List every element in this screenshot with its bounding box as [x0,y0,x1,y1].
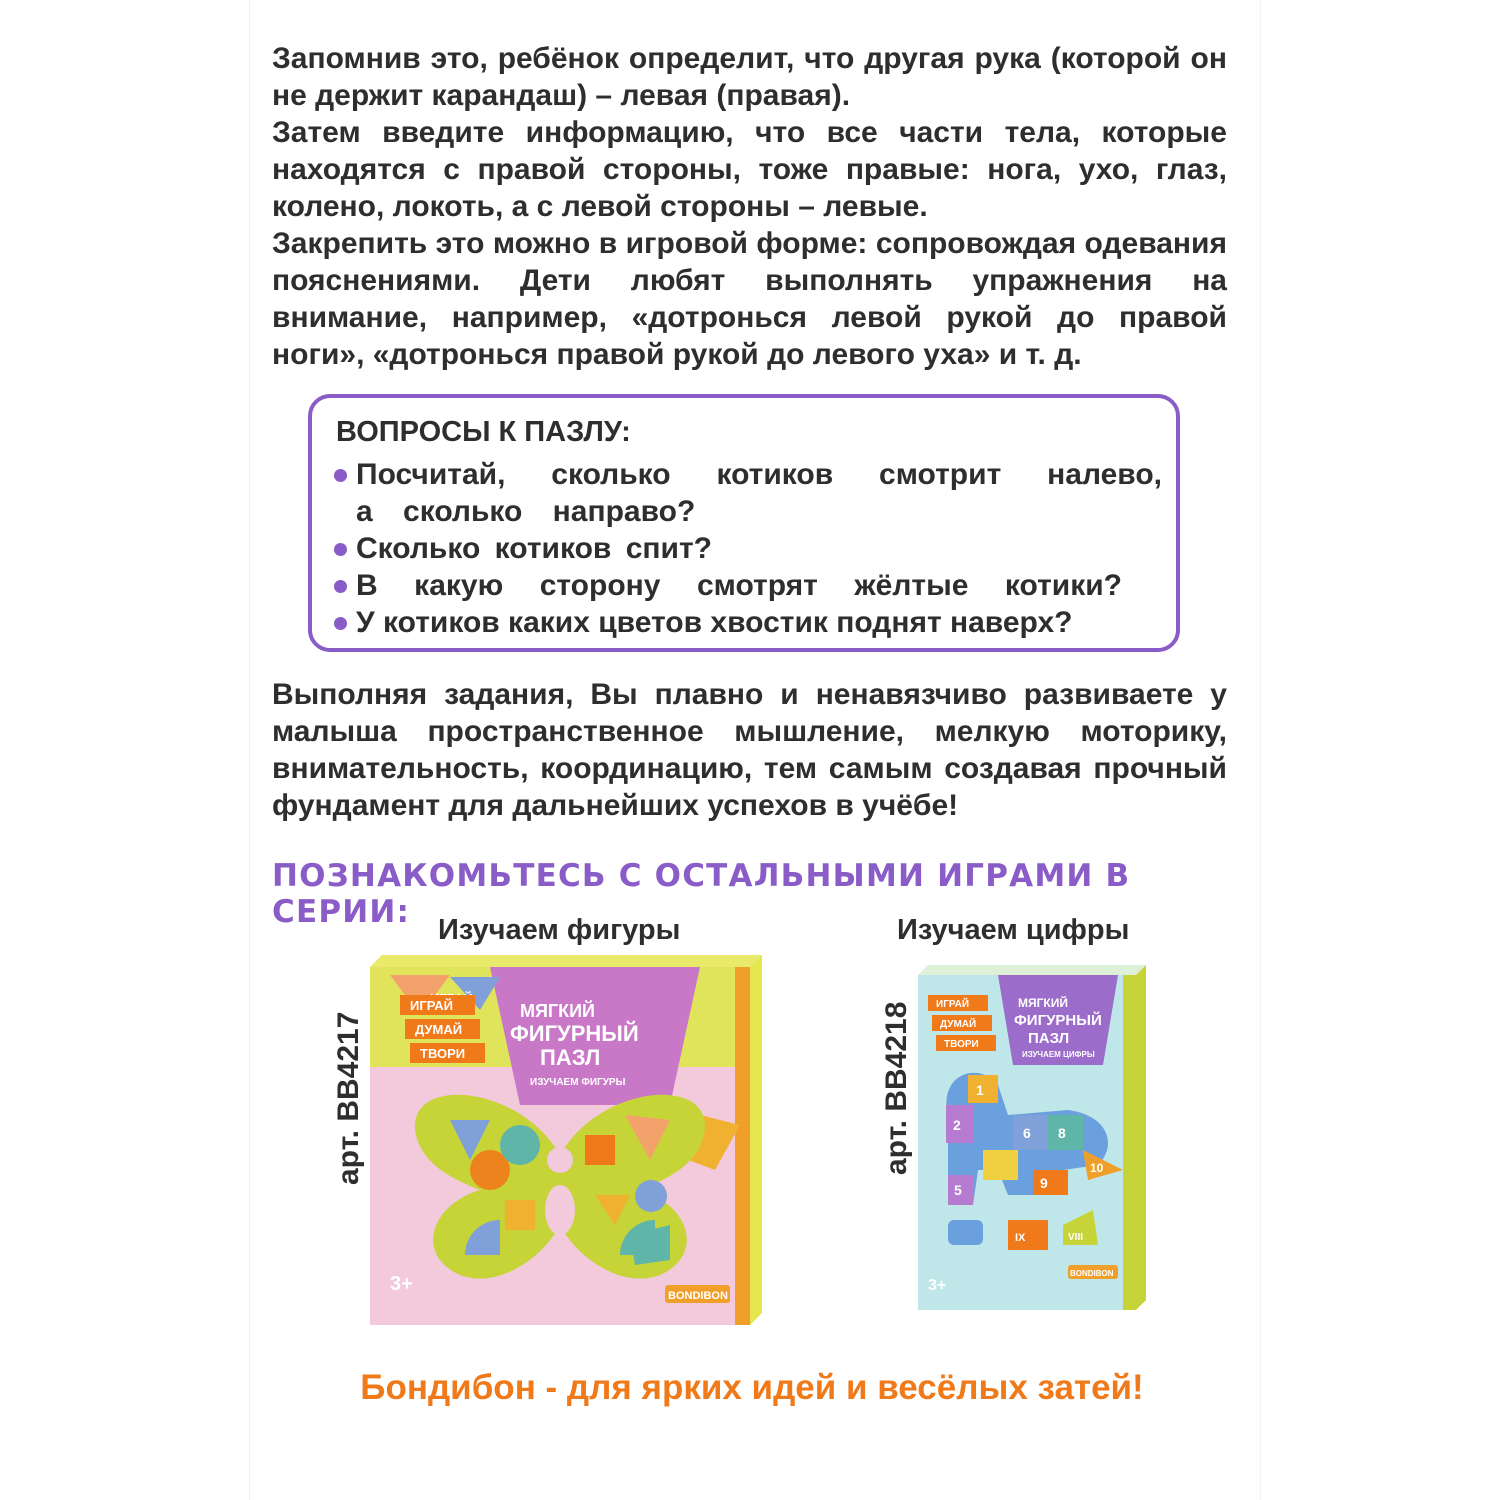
box-tag: ТВОРИ [944,1039,979,1050]
svg-text:ФИГУРНЫЙ: ФИГУРНЫЙ [510,1021,639,1046]
brand-logo: BONDIBON [1070,1269,1114,1278]
box-tag: ДУМАЙ [415,1022,463,1037]
svg-text:ИЗУЧАЕМ ФИГУРЫ: ИЗУЧАЕМ ФИГУРЫ [530,1077,626,1088]
box-tag: ДУМАЙ [940,1019,977,1030]
questions-list [332,456,1162,641]
svg-text:1: 1 [976,1082,984,1098]
box-tag: ИГРАЙ [936,999,970,1010]
article-number-digits: арт. ВВ4218 [880,1001,913,1175]
product-title-digits: Изучаем цифры [897,914,1130,946]
conclusion-text [272,676,1227,824]
svg-text:ФИГУРНЫЙ: ФИГУРНЫЙ [1014,1012,1102,1029]
series-heading: ПОЗНАКОМЬТЕСЬ С ОСТАЛЬНЫМИ ИГРАМИ В СЕРИИ: [272,858,1131,930]
svg-text:2: 2 [953,1117,961,1133]
age-badge: 3+ [390,1273,413,1295]
svg-text:9: 9 [1040,1175,1048,1191]
bullet-icon [334,543,347,556]
product-box-digits [918,965,1150,1310]
box-tag: ИГРАЙ [410,998,453,1013]
bullet-icon [334,469,347,482]
bullet-icon [334,580,347,593]
questions-box [308,394,1180,652]
svg-text:ИЗУЧАЕМ ЦИФРЫ: ИЗУЧАЕМ ЦИФРЫ [1022,1050,1095,1059]
question-item: Посчитай, сколько котиков смотрит налево, [332,456,1162,493]
svg-text:10: 10 [1090,1161,1104,1175]
svg-text:5: 5 [954,1182,962,1198]
box-tag: ТВОРИ [420,1046,466,1061]
question-item: Сколько котиков спит? [332,530,1162,567]
svg-text:МЯГКИЙ: МЯГКИЙ [1018,996,1068,1010]
product-title-figures: Изучаем фигуры [438,914,681,946]
intro-paragraph-3: Закрепить это можно в игровой форме: сопровождая одевания пояснениями. Дети любят выполнять упражнения на внимание, например, «дотронься левой рукой до правой ноги», «дотронься правой рукой до левого уха» и т. д. [272,227,1227,371]
question-item: В какую сторону смотрят жёлтые котики? [332,567,1162,604]
intro-paragraph-2: Затем введите информацию, что все части тела, которые находятся с правой стороны, тоже правые: нога, ухо, глаз, колено, локоть, а с левой стороны – левые. [272,116,1227,223]
svg-text:6: 6 [1023,1125,1031,1141]
question-item: У котиков каких цветов хвостик поднят наверх? [332,604,1162,641]
svg-text:МЯГКИЙ: МЯГКИЙ [520,1001,595,1021]
conclusion-paragraph: Выполняя задания, Вы плавно и ненавязчиво развиваете у малыша пространственное мышление, мелкую моторику, внимательность, координацию, тем самым создавая прочный фундамент для дальнейших успехов в учёбе! [272,678,1227,822]
bullet-icon [334,617,347,630]
svg-text:ПАЗЛ: ПАЗЛ [540,1045,601,1070]
cylinder-piece-icon [635,1180,667,1212]
questions-title: ВОПРОСЫ К ПАЗЛУ: [336,416,631,448]
age-badge: 3+ [928,1277,947,1294]
product-box-figures [370,955,770,1325]
article-number-figures: арт. ВВ4217 [332,1011,365,1185]
brand-logo: BONDIBON [668,1290,728,1302]
intro-paragraph-1: Запомнив это, ребёнок определит, что другая рука (которой он не держит карандаш) – левая (правая). [272,42,1227,112]
svg-text:VIII: VIII [1068,1232,1084,1243]
svg-text:ПАЗЛ: ПАЗЛ [1028,1030,1070,1047]
brand-slogan: Бондибон - для ярких идей и весёлых затей! [360,1368,1144,1407]
svg-text:IX: IX [1015,1232,1026,1244]
intro-text [272,40,1227,373]
question-item-continuation: а сколько направо? [356,495,696,528]
svg-text:8: 8 [1058,1125,1066,1141]
